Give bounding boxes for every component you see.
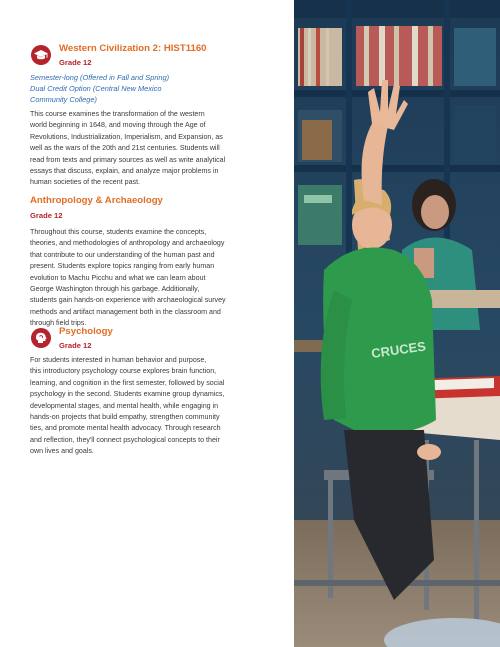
description-line: psychology in the second. Students examine group dynamics, [30, 390, 225, 399]
psychology-brain-icon [31, 328, 51, 348]
description-line: evolution to Machu Picchu and what we can learn about [30, 273, 206, 282]
shirt-text: CRUCES [370, 338, 427, 361]
description-line: ties, and promote mental health advocacy. Through research [30, 424, 221, 433]
course-grade: Grade 12 [59, 341, 92, 350]
description-line: This course examines the transformation of the western [30, 110, 205, 118]
description-line: world beginning in 1648, and moving through the Age of [30, 121, 206, 130]
description-line: and reflection, they'll connect psychological concepts to their [30, 435, 220, 444]
course-grade: Grade 12 [30, 211, 63, 220]
course-title: Western Civilization 2: HIST1160 [59, 43, 207, 54]
description-line: learning, and cognition in the first semester, followed by social [30, 378, 225, 387]
description-line: essays that discuss, explain, and analyze major problems in [30, 167, 219, 176]
description-line: developmental stages, and mental health, while engaging in [30, 401, 219, 410]
description-line: George Washington through his garbage. Additionally, [30, 285, 200, 294]
classroom-photo-illustration [294, 0, 500, 647]
description-line: Throughout this course, students examine the concepts, [30, 228, 207, 236]
description-line: this introductory psychology course explores brain function, [30, 367, 217, 376]
course-grade: Grade 12 [59, 58, 92, 67]
course-title: Psychology [59, 326, 113, 337]
description-line: well as the wars of the 20th and 21st centuries. Students will [30, 144, 220, 153]
description-line: read from texts and primary sources as well as write analytical [30, 155, 226, 164]
description-line: that contribute to our understanding of the human past and [30, 250, 215, 259]
description-line: human societies of the recent past. [30, 178, 141, 187]
description-line: theories, and methodologies of anthropology and archaeology [30, 239, 225, 248]
description-line: students gain hands-on experience with archaeological survey [30, 296, 226, 305]
course-description [30, 355, 278, 458]
description-line: methods and artifact management both in the classroom and [30, 307, 221, 316]
description-line: For students interested in human behavior and purpose, [30, 356, 207, 364]
description-line: through field trips. [30, 319, 87, 328]
course-title: Anthropology & Archaeology [30, 195, 163, 206]
description-line: Revolutions, Industrialization, Imperialism, and Expansion, as [30, 132, 223, 141]
course-psychology [30, 325, 278, 458]
course-description [30, 109, 278, 189]
course-notes [30, 72, 278, 105]
course-note: Dual Credit Option (Central New Mexico [30, 84, 162, 93]
course-header [30, 325, 278, 351]
course-note: Semester-long (Offered in Fall and Spring) [30, 73, 170, 82]
course-description [30, 227, 278, 330]
description-line: hands-on projects that build empathy, strengthen community [30, 413, 220, 422]
course-western-civ [30, 42, 278, 189]
description-line: own lives and goals. [30, 447, 94, 456]
course-note: Community College) [30, 95, 97, 104]
classroom-photo [294, 0, 500, 647]
description-line: present. Students explore topics ranging from early human [30, 262, 215, 271]
course-anthropology [30, 195, 278, 330]
graduation-cap-icon [31, 45, 51, 65]
course-header [30, 42, 278, 68]
